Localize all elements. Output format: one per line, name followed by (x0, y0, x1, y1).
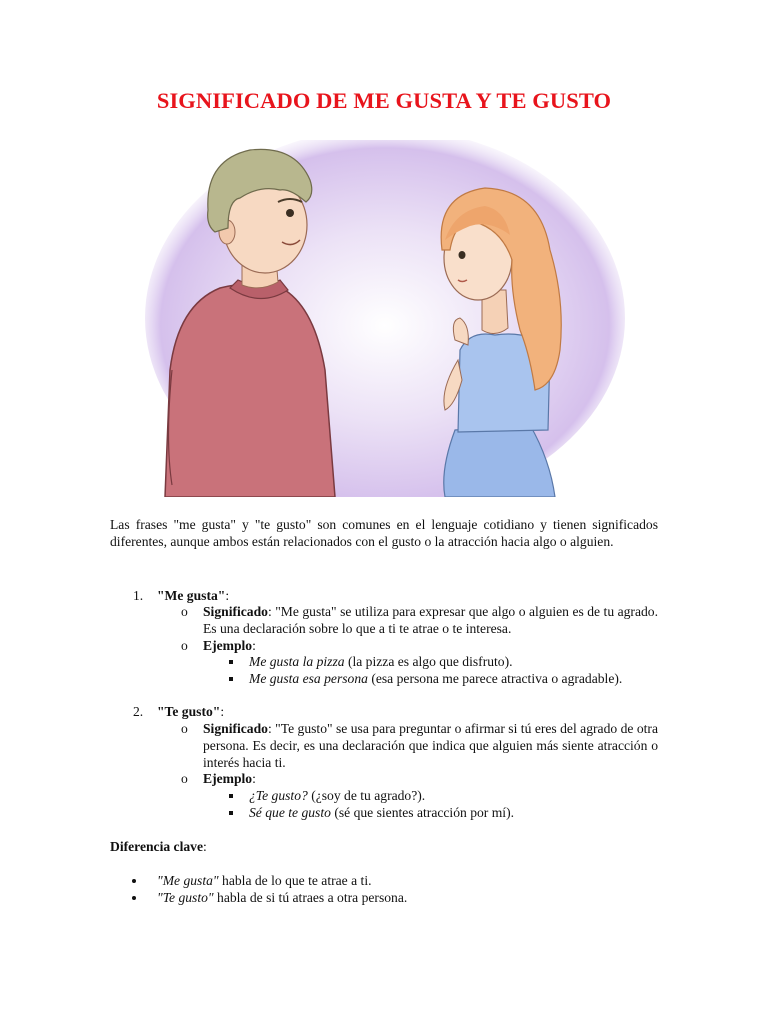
meaning-text: : "Me gusta" se utiliza para expresar que algo o alguien es de tu agrado. Es una declaración sobre lo que a ti te atrae o te interesa. (203, 604, 658, 636)
woman-eye (459, 251, 466, 259)
man-eye (286, 209, 294, 217)
example-phrase: Me gusta esa persona (249, 671, 368, 686)
example-label: Ejemplo (203, 771, 253, 786)
couple-illustration (110, 140, 655, 497)
meaning-paragraph (203, 603, 658, 637)
example-explanation: (sé que sientes atracción por mí). (330, 805, 514, 820)
example-explanation: (esa persona me parece atractiva o agradable). (367, 671, 623, 686)
meaning-label: Significado (203, 721, 268, 736)
list-heading-colon: : (225, 588, 230, 603)
square-bullet-icon (229, 677, 233, 681)
meaning-text: : "Te gusto" se usa para preguntar o afirmar si tú eres del agrado de otra persona. Es decir, es una declaración que indica que alguien más siente atracción o interés hacia ti. (203, 721, 658, 770)
example-heading (203, 637, 256, 654)
difference-colon: : (202, 839, 207, 854)
example-item (249, 804, 514, 821)
sub-bullet-marker: o (181, 721, 188, 736)
example-heading (203, 770, 256, 787)
difference-label: Diferencia clave (110, 839, 203, 854)
example-phrase: Me gusta la pizza (249, 654, 345, 669)
difference-heading (110, 838, 207, 855)
sub-bullet-marker: o (181, 604, 188, 619)
list-heading-phrase: "Me gusta" (157, 588, 226, 603)
example-colon: : (252, 771, 256, 786)
example-explanation: (la pizza es algo que disfruto). (344, 654, 513, 669)
example-explanation: (¿soy de tu agrado?). (307, 788, 426, 803)
meaning-label: Significado (203, 604, 268, 619)
list-heading-colon: : (220, 704, 225, 719)
square-bullet-icon (229, 660, 233, 664)
difference-phrase: "Me gusta" (157, 873, 219, 888)
example-phrase: ¿Te gusto? (249, 788, 308, 803)
example-label: Ejemplo (203, 638, 253, 653)
difference-phrase: "Te gusto" (157, 890, 214, 905)
example-item (249, 787, 425, 804)
page-title: SIGNIFICADO DE ME GUSTA Y TE GUSTO (156, 88, 612, 113)
example-colon: : (252, 638, 256, 653)
meaning-paragraph (203, 720, 658, 771)
sub-bullet-marker: o (181, 638, 188, 653)
intro-paragraph: Las frases "me gusta" y "te gusto" son comunes en el lenguaje cotidiano y tienen significados diferentes, aunque ambos están relacionados con el gusto o la atracción hacia algo o alguien. (110, 517, 658, 549)
list-heading (157, 587, 229, 604)
list-number: 1. (133, 588, 144, 603)
list-heading (157, 703, 224, 720)
square-bullet-icon (229, 794, 233, 798)
sub-bullet-marker: o (181, 771, 188, 786)
bullet-dot-icon (132, 896, 136, 900)
difference-item (157, 889, 407, 906)
example-item (249, 653, 658, 670)
difference-explanation: habla de si tú atraes a otra persona. (213, 890, 408, 905)
list-number: 2. (133, 704, 144, 719)
square-bullet-icon (229, 811, 233, 815)
difference-item (157, 872, 372, 889)
list-heading-phrase: "Te gusto" (157, 704, 221, 719)
difference-explanation: habla de lo que te atrae a ti. (218, 873, 372, 888)
example-phrase: Sé que te gusto (249, 805, 331, 820)
bullet-dot-icon (132, 879, 136, 883)
example-item (249, 670, 658, 687)
